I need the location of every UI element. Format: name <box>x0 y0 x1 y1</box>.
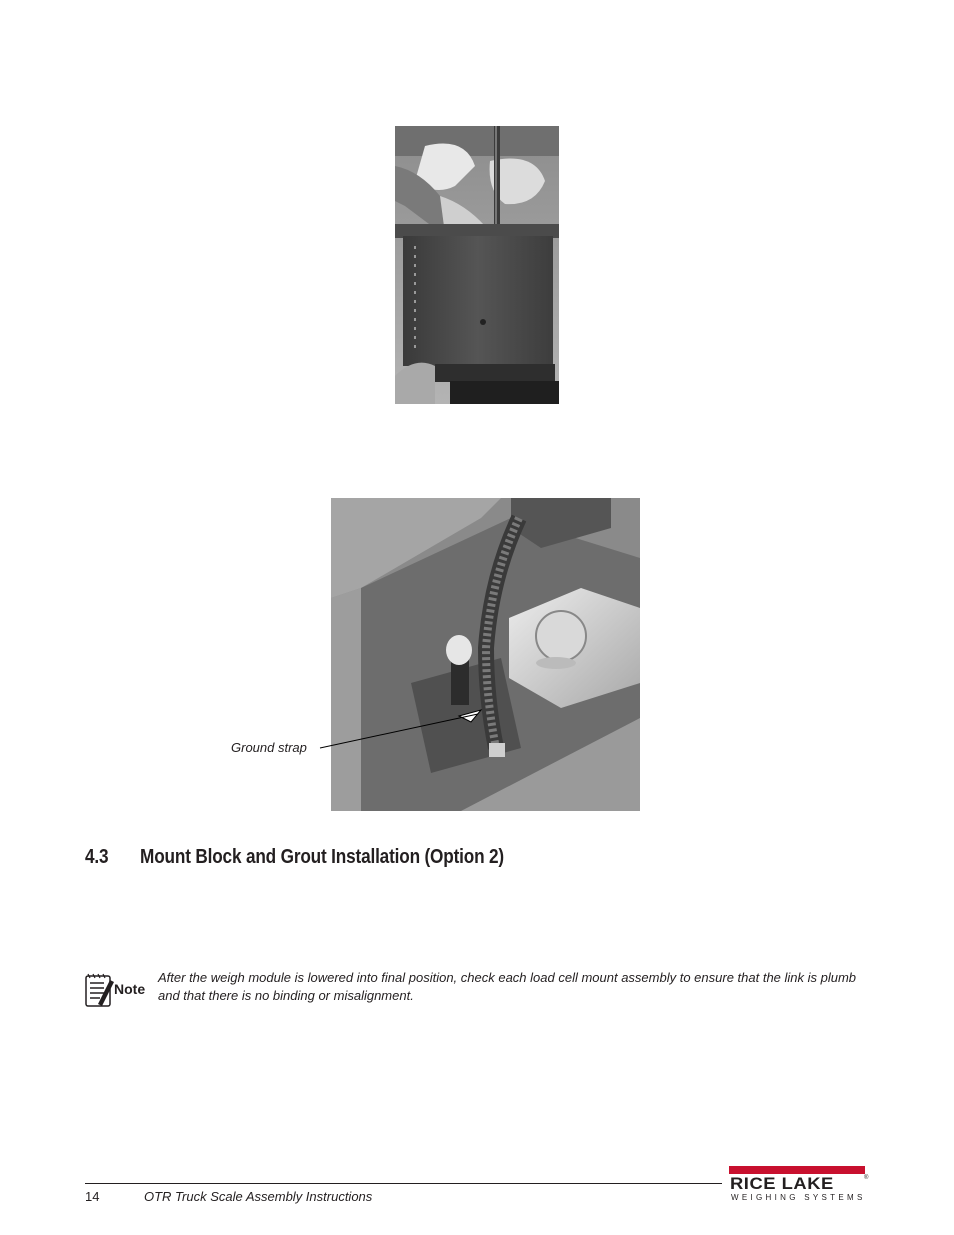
section-title: Mount Block and Grout Installation (Option 2) <box>140 846 504 868</box>
logo-wordmark: RICE LAKE <box>730 1174 834 1193</box>
note-icon <box>84 972 150 1010</box>
ground-strap-photo <box>331 498 640 811</box>
ground-strap-label: Ground strap <box>231 740 307 755</box>
section-number: 4.3 <box>85 846 109 868</box>
logo-registered-mark: ® <box>864 1175 869 1181</box>
page-number: 14 <box>85 1189 100 1204</box>
section-heading <box>85 846 504 869</box>
weigh-module-photo <box>395 126 559 404</box>
note-text: After the weigh module is lowered into final position, check each load cell mount assembly to ensure that the link is plumb and that there is no binding or misalignment. <box>158 970 857 1003</box>
logo-red-bar <box>729 1166 865 1174</box>
footer-rule <box>85 1183 722 1184</box>
rice-lake-logo <box>729 1166 869 1206</box>
note-icon-label: Note <box>114 981 146 997</box>
logo-tagline: WEIGHING SYSTEMS <box>731 1193 866 1202</box>
document-title: OTR Truck Scale Assembly Instructions <box>144 1189 373 1204</box>
callout-leader-line <box>318 700 508 760</box>
